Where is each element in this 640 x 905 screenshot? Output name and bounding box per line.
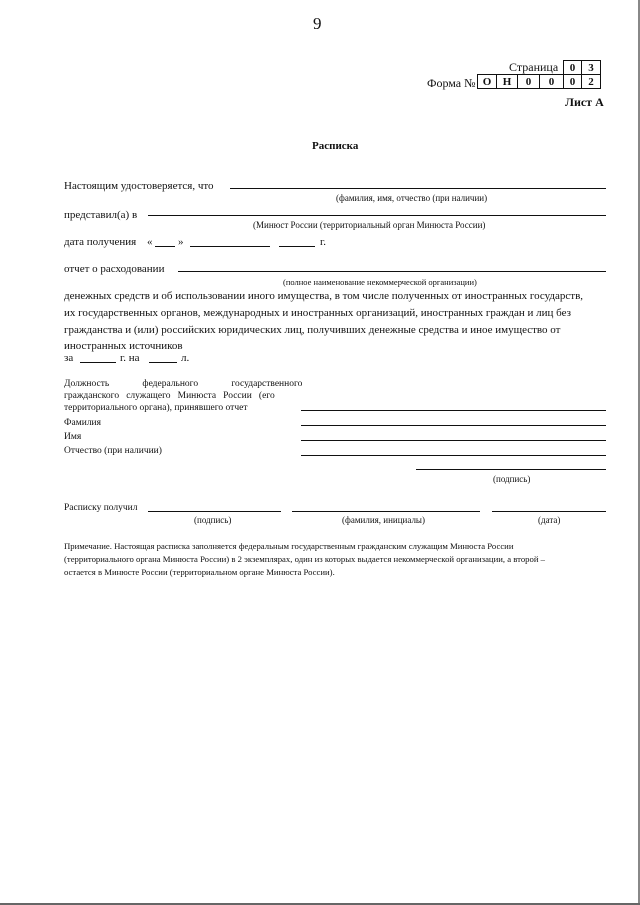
body-line-4: иностранных источников <box>64 340 183 352</box>
surname-field[interactable] <box>301 425 606 426</box>
surname-label: Фамилия <box>64 418 102 428</box>
page-digit-1: 0 <box>563 60 582 75</box>
date-label: дата получения <box>64 236 137 248</box>
sheets-label: л. <box>181 352 190 364</box>
period-for-label: за <box>64 352 74 364</box>
position-label-line-2: гражданского служащего Минюста России (его <box>64 391 275 401</box>
form-digit-6: 2 <box>581 74 601 89</box>
date-close-quote: » <box>178 236 184 248</box>
date-year-field[interactable] <box>279 246 315 247</box>
submitted-hint: (Минюст России (территориальный орган Минюста России) <box>253 220 486 230</box>
patronymic-label: Отчество (при наличии) <box>64 446 162 456</box>
period-year-field[interactable] <box>80 362 116 363</box>
body-line-2: их государственных органов, международных и иностранных организаций, иностранных граждан и лиц без <box>64 307 571 319</box>
receipt-date-hint: (дата) <box>538 515 561 525</box>
body-line-1: денежных средств и об использовании иного имущества, в том числе полученных от иностранных государств, <box>64 290 584 302</box>
receipt-signature-hint: (подпись) <box>194 515 232 525</box>
period-year-label: г. на <box>120 352 140 364</box>
page-digit-2: 3 <box>581 60 601 75</box>
form-digit-1: О <box>477 74 497 89</box>
certify-label: Настоящим удостоверяется, что <box>64 180 214 192</box>
date-month-field[interactable] <box>190 246 270 247</box>
sheet-label: Лист А <box>565 95 604 109</box>
date-year-suffix: г. <box>320 236 327 248</box>
position-field[interactable] <box>301 410 606 411</box>
date-day-field[interactable] <box>155 246 175 247</box>
form-digit-4: 0 <box>539 74 564 89</box>
body-line-3: гражданства и (или) российских юридических лиц, получивших денежные средства и иное имущество от <box>64 324 561 336</box>
certify-field[interactable] <box>230 188 606 189</box>
sheets-count-field[interactable] <box>149 362 177 363</box>
form-digit-3: 0 <box>517 74 540 89</box>
certify-hint: (фамилия, имя, отчество (при наличии) <box>336 193 488 203</box>
position-label-line-3: территориального органа), принявшего отчет <box>64 403 248 413</box>
submitted-label: представил(а) в <box>64 209 138 221</box>
note-line-3: остается в Минюсте России (территориальном органе Минюста России). <box>64 567 335 577</box>
receipt-label: Расписку получил <box>64 503 138 513</box>
organization-hint: (полное наименование некоммерческой организации) <box>283 277 477 287</box>
name-label: Имя <box>64 432 82 442</box>
note-line-2: (территориального органа Минюста России) в 2 экземплярах, один из которых выдается некоммерческой организации, а второй – <box>64 554 546 564</box>
receipt-date-field[interactable] <box>492 511 606 512</box>
submitted-field[interactable] <box>148 215 606 216</box>
receipt-name-hint: (фамилия, инициалы) <box>342 515 425 525</box>
official-signature-field[interactable] <box>416 469 606 470</box>
report-label: отчет о расходовании <box>64 263 165 275</box>
note-line-1: Примечание. Настоящая расписка заполняется федеральным государственным гражданским служащим Минюста России <box>64 541 514 551</box>
form-digit-5: 0 <box>563 74 582 89</box>
form-label: Форма № <box>427 76 476 90</box>
name-field[interactable] <box>301 440 606 441</box>
page-label: Страница <box>509 60 559 74</box>
form-digit-2: Н <box>496 74 518 89</box>
page-number: 9 <box>313 14 322 33</box>
patronymic-field[interactable] <box>301 455 606 456</box>
date-open-quote: « <box>147 236 153 248</box>
position-label-line-1: Должность федерального государственного <box>64 379 303 389</box>
receipt-signature-field[interactable] <box>148 511 281 512</box>
document-title: Расписка <box>312 140 359 152</box>
organization-field[interactable] <box>178 271 606 272</box>
official-signature-hint: (подпись) <box>493 474 531 484</box>
receipt-name-field[interactable] <box>292 511 480 512</box>
